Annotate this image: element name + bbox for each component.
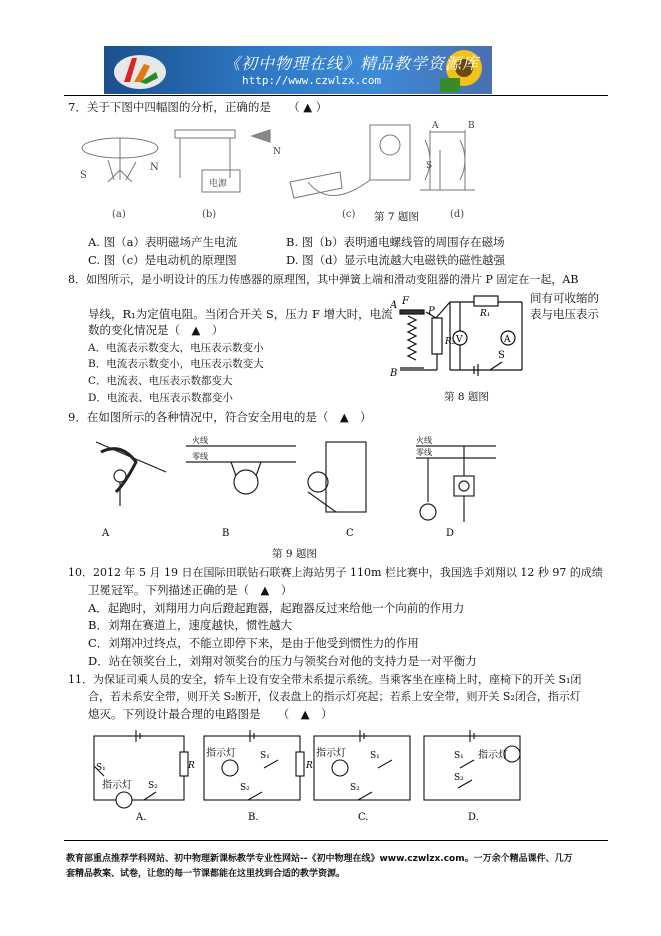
q11-line1: 11．为保证司乘人员的安全，轿车上设有安全带未系提示系统。当乘客坐在座椅上时，座椅下的开关 S₁闭: [68, 673, 582, 686]
q10-option-a: A．起跑时，刘翔用力向后蹬起跑器，起跑器反过来给他一个向前的作用力: [88, 601, 465, 615]
q8-option-b: B．电流表示数变小，电压表示数变大: [88, 358, 264, 370]
header-rule: [64, 95, 608, 96]
q8-option-a: A．电流表示数变大，电压表示数变小: [88, 342, 264, 354]
q7-figures: [80, 120, 480, 220]
q8-fig-label-am: A: [504, 335, 511, 345]
q7-caption: 第 7 题图: [374, 211, 419, 223]
q10-option-d: D．站在领奖台上，刘翔对领奖台的压力与领奖台对他的支持力是一对平衡力: [88, 654, 477, 668]
q8-circuit-figure: [390, 292, 530, 384]
q8-line1: 8．如图所示，是小明设计的压力传感器的原理图，其中弹簧上端和滑动变阻器的滑片 P 固定在一起，AB: [68, 273, 579, 286]
q9-fig-d-live-wire: 火线: [416, 436, 432, 445]
q11-a-lamp: 指示灯: [102, 780, 132, 791]
q11-d-lamp: 指示灯: [478, 750, 508, 761]
q9-caption: 第 9 题图: [272, 548, 317, 560]
banner-url: http://www.czwlzx.com: [242, 74, 382, 87]
q11-circuit-figures: [88, 726, 528, 826]
q7-fig-a-n-label: N: [150, 162, 159, 173]
q9-fig-d-neutral-wire: 零线: [416, 448, 432, 457]
q8-fig-label-p: P: [428, 306, 435, 317]
q11-label-d: D.: [468, 812, 479, 823]
q7-label-b: (b): [202, 209, 217, 220]
q7-fig-d-b-label: B: [468, 121, 475, 131]
q8-fig-label-s: S: [498, 350, 505, 361]
q7-option-b: B. 图（b）表明通电螺线管的周围存在磁场: [286, 235, 505, 249]
q7-fig-b-power-label: 电源: [209, 179, 228, 189]
q11-d-s1: S₁: [454, 751, 464, 761]
q8-fig-label-r2: R₂: [445, 337, 456, 347]
q9-stem: 9．在如图所示的各种情况中，符合安全用电的是（ ▲ ）: [68, 410, 372, 424]
q7-label-a: (a): [112, 209, 126, 220]
q8-option-c: C．电流表、电压表示数都变大: [88, 375, 233, 387]
q11-b-r: R: [306, 761, 313, 771]
q11-c-s1: S₁: [370, 751, 380, 761]
q7-fig-b-n-label: N: [273, 147, 281, 157]
q11-b-s1: S₁: [260, 751, 270, 761]
q11-b-lamp: 指示灯: [206, 748, 236, 759]
q8-caption: 第 8 题图: [444, 391, 489, 403]
header-banner: [104, 46, 492, 94]
q7-label-d: (d): [450, 209, 465, 220]
q8-fig-label-f: F: [402, 296, 409, 307]
q8-line3b: 表与电压表示: [530, 307, 599, 321]
q11-a-s1: S₁: [96, 763, 106, 773]
q9-label-c: C: [346, 528, 354, 539]
q11-line3: 熄灭。下列设计最合理的电路图是 （ ▲ ）: [88, 707, 333, 721]
q9-figures: [96, 432, 496, 542]
q7-label-c: (c): [342, 209, 356, 220]
q8-option-d: D．电流表、电压表示数都变小: [88, 392, 233, 404]
q9-fig-b-neutral-wire: 零线: [192, 452, 208, 461]
q7-option-a: A. 图（a）表明磁场产生电流: [88, 235, 237, 249]
q11-d-s2: S₂: [454, 773, 464, 783]
q8-fig-label-b: B: [390, 368, 398, 379]
q10-option-c: C．刘翔冲过终点，不能立即停下来，是由于他受到惯性力的作用: [88, 636, 419, 650]
banner-title: 《初中物理在线》精品教学资源库: [224, 54, 480, 73]
q7-fig-d-s-label: S: [426, 161, 433, 171]
q10-option-b: B．刘翔在赛道上，速度越快，惯性越大: [88, 618, 292, 632]
q7-fig-d-a-label: A: [432, 121, 439, 131]
q8-fig-label-v: V: [456, 335, 463, 345]
q11-line2: 合，若未系安全带，则开关 S₂断开，仪表盘上的指示灯亮起；若系上安全带，则开关 S₂闭合，指示灯: [88, 690, 581, 703]
q7-fig-a-s-label: S: [80, 170, 87, 181]
q8-fig-label-r1: R₁: [480, 309, 491, 319]
q11-b-s2: S₂: [240, 783, 250, 793]
q7-option-c: C. 图（c）是电动机的原理图: [88, 253, 237, 267]
q11-label-b: B.: [248, 812, 259, 823]
q7-option-d: D. 图（d）显示电流越大电磁铁的磁性越强: [286, 253, 505, 267]
q7-stem: 7．关于下图中四幅图的分析，正确的是 （ ▲ ）: [68, 100, 328, 114]
q11-c-s2: S₂: [350, 783, 360, 793]
q11-label-a: A.: [136, 812, 147, 823]
q9-fig-b-live-wire: 火线: [192, 436, 208, 445]
footer-line1: 教育部重点推荐学科网站、初中物理新课标教学专业性网站--《初中物理在线》www.czwlzx.com。一万余个精品课件、几万: [66, 854, 573, 864]
q11-label-c: C.: [358, 812, 369, 823]
q9-label-d: D: [446, 528, 455, 539]
q9-label-a: A: [102, 528, 110, 539]
q8-fig-label-a: A: [390, 300, 398, 311]
footer-rule: [64, 840, 608, 841]
q8-line2b: 间有可收缩的: [530, 291, 599, 305]
q8-line2a: 导线，R₁为定值电阻。当闭合开关 S，压力 F 增大时，电流: [88, 307, 393, 321]
q11-c-lamp: 指示灯: [316, 748, 346, 759]
footer-line2: 套精品教案、试卷，让您的每一节课都能在这里找到合适的教学资源。: [66, 869, 346, 879]
logo-icon: [110, 50, 170, 92]
q9-label-b: B: [222, 528, 230, 539]
q11-a-r: R: [188, 761, 195, 771]
q10-line2: 卫冕冠军。下列描述正确的是（ ▲ ）: [88, 583, 293, 597]
q10-line1: 10．2012 年 5 月 19 日在国际田联钻石联赛上海站男子 110m 栏比赛中，我国选手刘翔以 12 秒 97 的成绩: [68, 566, 603, 579]
q8-line3a: 数的变化情况是（ ▲ ）: [88, 323, 224, 337]
q11-a-s2: S₂: [148, 781, 158, 791]
